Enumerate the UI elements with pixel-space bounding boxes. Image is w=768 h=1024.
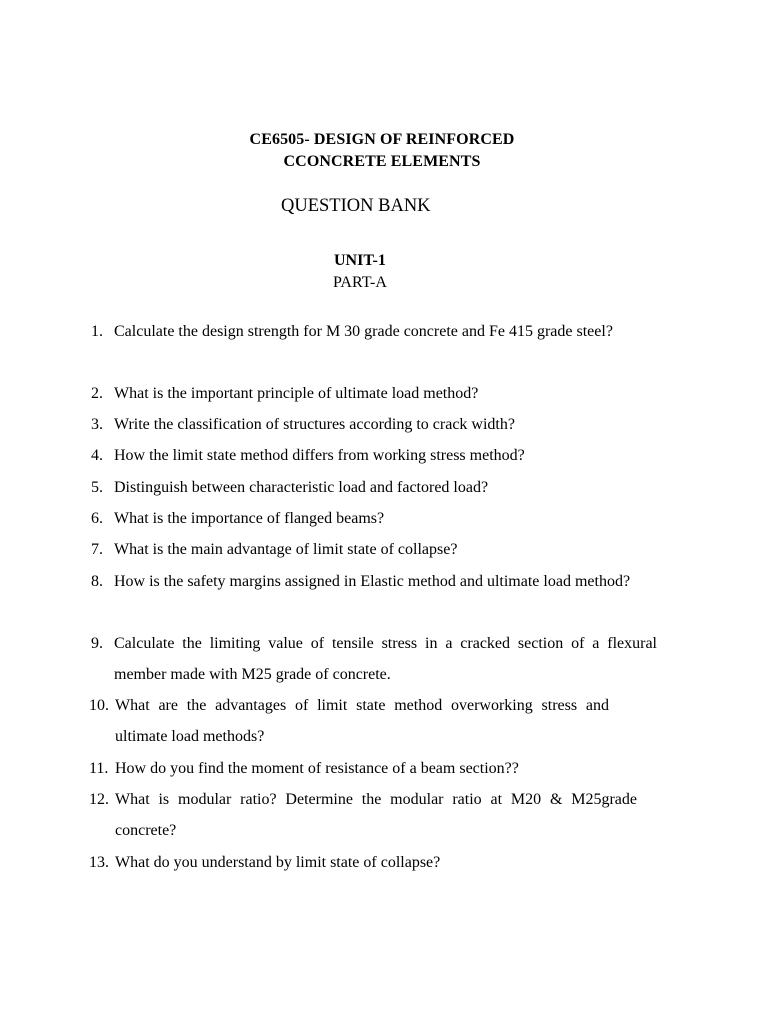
question-number: 7. — [91, 541, 103, 558]
question-number: 5. — [91, 479, 103, 496]
question-number: 3. — [91, 416, 103, 433]
question-item — [91, 378, 657, 409]
question-text: How the limit state method differs from working stress method? — [114, 447, 525, 464]
question-text: Calculate the design strength for M 30 grade concrete and Fe 415 grade steel? — [114, 323, 613, 340]
question-number: 2. — [91, 385, 103, 402]
question-number: 6. — [91, 510, 103, 527]
question-text: Distinguish between characteristic load and factored load? — [114, 479, 489, 496]
question-item — [91, 503, 657, 534]
question-item — [89, 690, 609, 753]
question-text: How is the safety margins assigned in Elastic method and ultimate load method? — [114, 573, 631, 590]
question-number: 12. — [89, 791, 109, 808]
question-item — [91, 628, 657, 691]
question-number: 10. — [89, 697, 109, 714]
question-number: 4. — [91, 447, 103, 464]
document-title-line-2: CCONCRETE ELEMENTS — [283, 153, 481, 170]
question-text: Calculate the limiting value of tensile stress in a cracked section of a flexural member made with M25 grade of concrete. — [114, 635, 657, 684]
question-text: What is the main advantage of limit state of collapse? — [114, 541, 458, 558]
unit-heading: UNIT-1 — [334, 252, 386, 269]
question-number: 9. — [91, 635, 103, 652]
document-subtitle: QUESTION BANK — [281, 196, 431, 216]
question-text: What is the importance of flanged beams? — [114, 510, 385, 527]
question-item — [89, 784, 637, 847]
question-item — [91, 316, 657, 347]
question-text: What are the advantages of limit state method overworking stress and ultimate load methods? — [115, 697, 609, 746]
question-item — [91, 566, 657, 597]
question-text: What do you understand by limit state of collapse? — [115, 854, 441, 871]
question-text: How do you find the moment of resistance of a beam section?? — [115, 760, 519, 777]
question-number: 1. — [91, 323, 103, 340]
part-heading: PART-A — [333, 274, 387, 291]
question-number: 13. — [89, 854, 109, 871]
question-item — [91, 409, 657, 440]
question-number: 8. — [91, 573, 103, 590]
document-title-line-1: CE6505- DESIGN OF REINFORCED — [249, 131, 515, 148]
question-item — [91, 472, 657, 503]
question-item — [89, 753, 655, 784]
question-item — [91, 440, 657, 471]
question-item — [91, 534, 657, 565]
question-text: What is modular ratio? Determine the modular ratio at M20 & M25grade concrete? — [115, 791, 637, 840]
question-text: Write the classification of structures according to crack width? — [114, 416, 515, 433]
question-item — [89, 847, 655, 878]
question-text: What is the important principle of ultimate load method? — [114, 385, 479, 402]
question-number: 11. — [89, 760, 109, 777]
